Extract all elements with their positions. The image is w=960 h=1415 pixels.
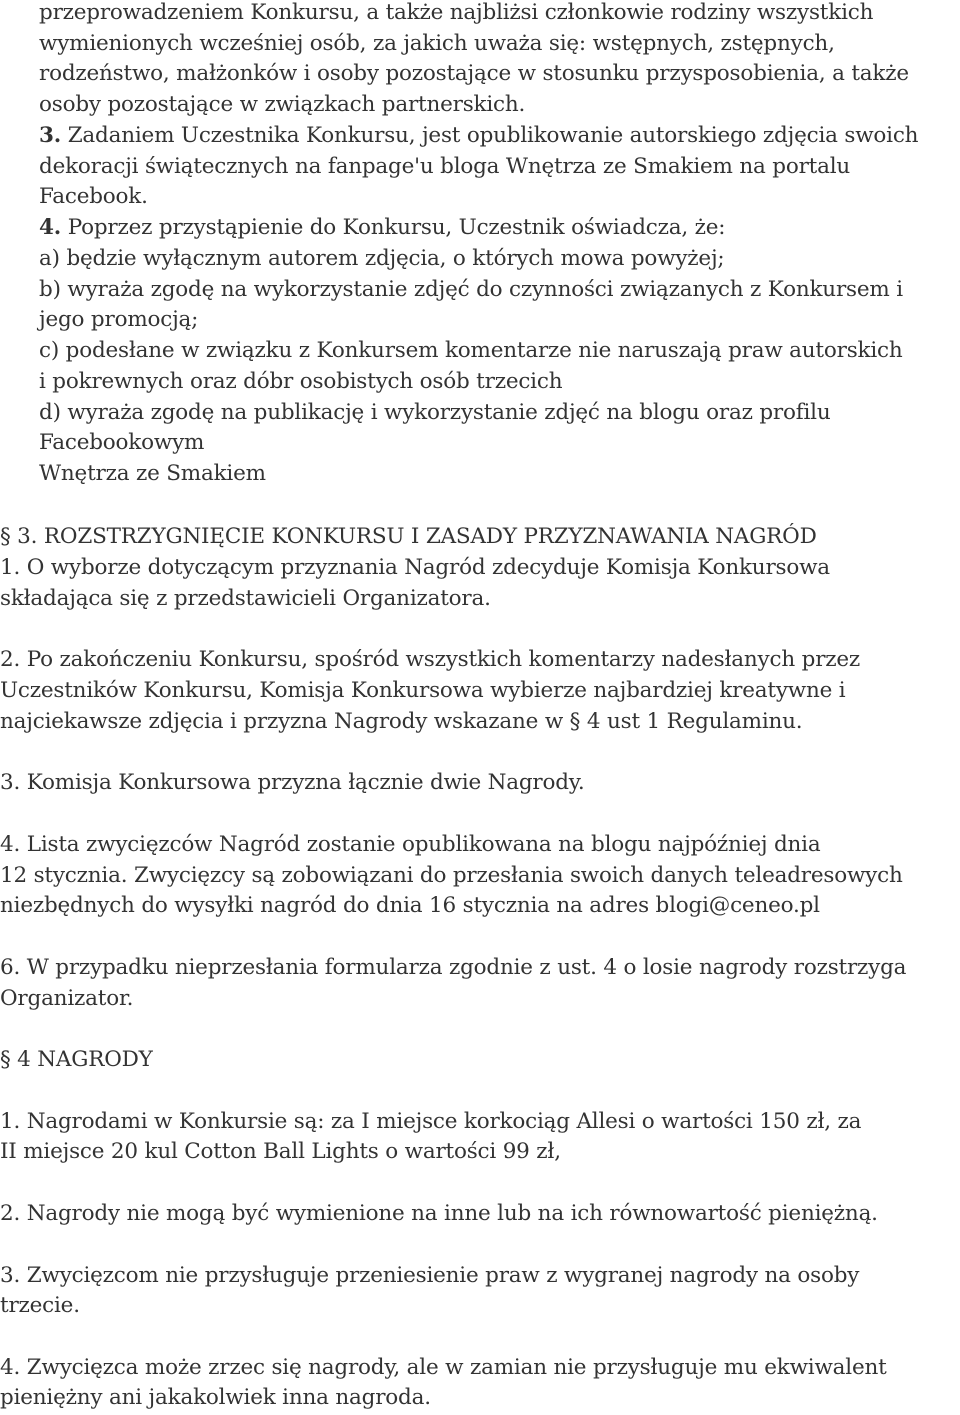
item-3-line: Facebook. — [39, 184, 148, 209]
item-3-text: Zadaniem Uczestnika Konkursu, jest opublikowanie autorskiego zdjęcia swoich — [67, 123, 919, 148]
intro-line: przeprowadzeniem Konkursu, a także najbliżsi członkowie rodziny wszystkich — [39, 0, 874, 25]
item-4-text: Poprzez przystąpienie do Konkursu, Uczestnik oświadcza, że: — [67, 215, 726, 240]
section-4-paragraph-3: 3. Zwycięzcom nie przysługuje przeniesienie praw z wygranej nagrody na osoby — [0, 1263, 860, 1288]
item-3-number: 3. — [39, 123, 62, 148]
section-3-heading: § 3. ROZSTRZYGNIĘCIE KONKURSU I ZASADY PRZYZNAWANIA NAGRÓD — [0, 524, 817, 549]
intro-line: osoby pozostające w związkach partnerskich. — [39, 92, 526, 117]
item-4-line: a) będzie wyłącznym autorem zdjęcia, o których mowa powyżej; — [39, 246, 725, 271]
section-3-paragraph-3: 3. Komisja Konkursowa przyzna łącznie dwie Nagrody. — [0, 770, 585, 795]
section-4-paragraph-2: 2. Nagrody nie mogą być wymienione na inne lub na ich równowartość pieniężną. — [0, 1201, 878, 1226]
item-4-line: Wnętrza ze Smakiem — [39, 461, 266, 486]
section-4-paragraph-4: 4. Zwycięzca może zrzec się nagrody, ale w zamian nie przysługuje mu ekwiwalent — [0, 1355, 887, 1380]
section-4-heading: § 4 NAGRODY — [0, 1047, 153, 1072]
section-3-paragraph-1: 1. O wyborze dotyczącym przyznania Nagród zdecyduje Komisja Konkursowa — [0, 555, 830, 580]
section-4-paragraph-1: 1. Nagrodami w Konkursie są: za I miejsce korkociąg Allesi o wartości 150 zł, za — [0, 1109, 862, 1134]
item-4-number: 4. — [39, 215, 62, 240]
section-3-paragraph-2: Uczestników Konkursu, Komisja Konkursowa wybierze najbardziej kreatywne i — [0, 678, 846, 703]
section-3-paragraph-2: 2. Po zakończeniu Konkursu, spośród wszystkich komentarzy nadesłanych przez — [0, 647, 861, 672]
item-3-line — [39, 121, 918, 152]
item-4-line: i pokrewnych oraz dóbr osobistych osób trzecich — [39, 369, 563, 394]
item-4-line: Facebookowym — [39, 430, 205, 455]
item-4-line: jego promocją; — [39, 307, 199, 332]
section-3-paragraph-6: Organizator. — [0, 986, 134, 1011]
section-4-paragraph-3: trzecie. — [0, 1293, 80, 1318]
item-4-line: c) podesłane w związku z Konkursem komentarze nie naruszają praw autorskich — [39, 338, 903, 363]
item-4-line: d) wyraża zgodę na publikację i wykorzystanie zdjęć na blogu oraz profilu — [39, 400, 831, 425]
item-4-line: b) wyraża zgodę na wykorzystanie zdjęć do czynności związanych z Konkursem i — [39, 277, 903, 302]
section-3-paragraph-4: niezbędnych do wysyłki nagród do dnia 16 stycznia na adres blogi@ceneo.pl — [0, 893, 820, 918]
item-3-line: dekoracji świątecznych na fanpage'u bloga Wnętrza ze Smakiem na portalu — [39, 154, 851, 179]
section-4-paragraph-4: pieniężny ani jakakolwiek inna nagroda. — [0, 1385, 431, 1410]
section-3-paragraph-4: 12 stycznia. Zwycięzcy są zobowiązani do przesłania swoich danych teleadresowych — [0, 863, 903, 888]
section-3-paragraph-1: składająca się z przedstawicieli Organizatora. — [0, 586, 491, 611]
section-3-paragraph-2: najciekawsze zdjęcia i przyzna Nagrody wskazane w § 4 ust 1 Regulaminu. — [0, 709, 803, 734]
section-4-paragraph-1: II miejsce 20 kul Cotton Ball Lights o wartości 99 zł, — [0, 1139, 561, 1164]
section-3-paragraph-6: 6. W przypadku nieprzesłania formularza zgodnie z ust. 4 o losie nagrody rozstrzyga — [0, 955, 907, 980]
item-4-line — [39, 213, 725, 244]
intro-line: rodzeństwo, małżonków i osoby pozostające w stosunku przysposobienia, a także — [39, 61, 909, 86]
intro-line: wymienionych wcześniej osób, za jakich uważa się: wstępnych, zstępnych, — [39, 31, 835, 56]
section-3-paragraph-4: 4. Lista zwycięzców Nagród zostanie opublikowana na blogu najpóźniej dnia — [0, 832, 821, 857]
